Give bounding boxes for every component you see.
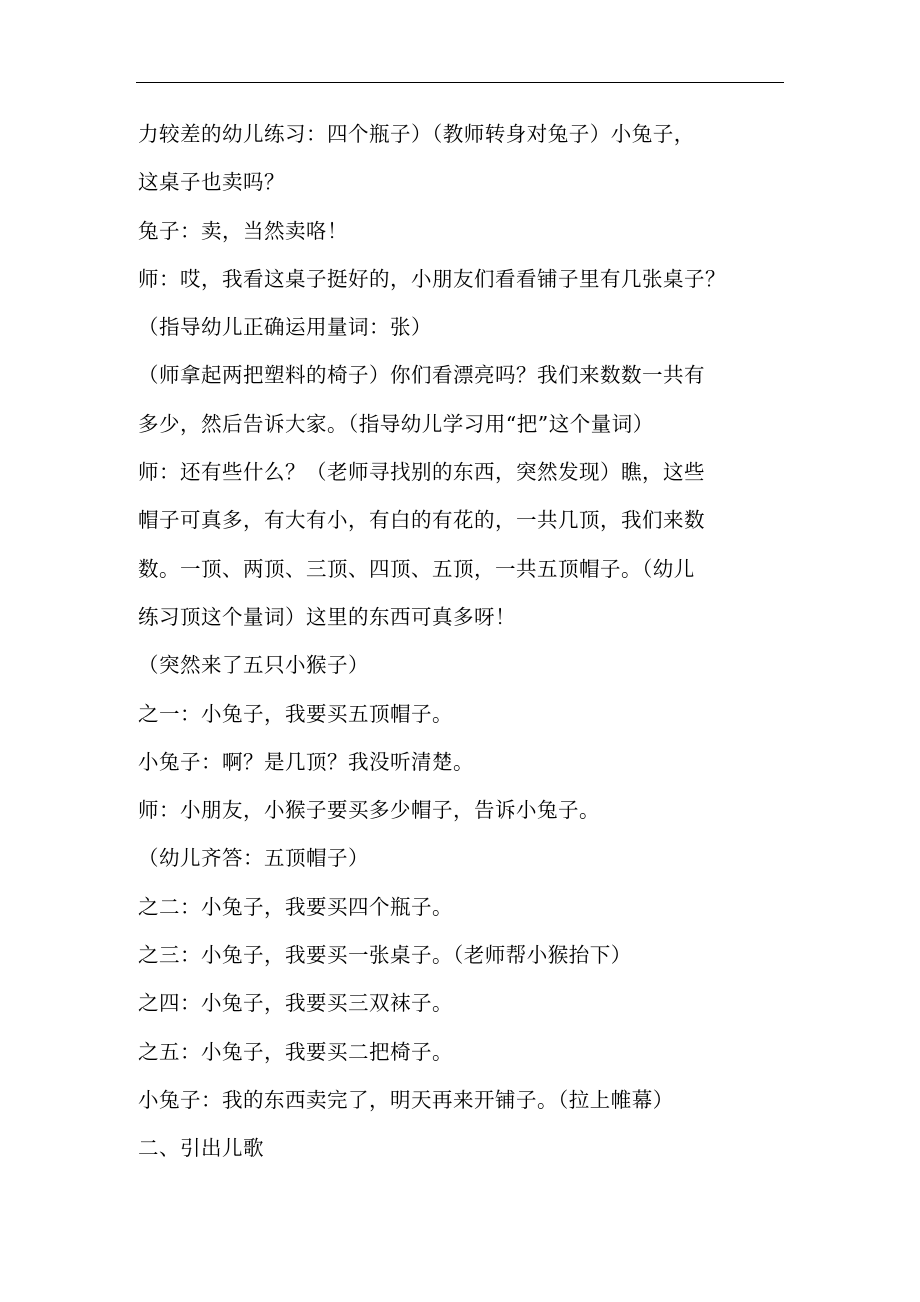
text-line: 数。一顶、两顶、三顶、四顶、五顶，一共五顶帽子。（幼儿	[138, 556, 695, 581]
text-line: 帽子可真多，有大有小，有白的有花的，一共几顶，我们来数	[138, 508, 705, 533]
text-line: 多少，然后告诉大家。（指导幼儿学习用“把”这个量词）	[138, 411, 654, 436]
text-line: 师：哎，我看这桌子挺好的，小朋友们看看铺子里有几张桌子？	[138, 266, 726, 291]
text-line: （指导幼儿正确运用量词：张）	[138, 315, 432, 340]
header-rule	[136, 82, 784, 83]
text-line: 力较差的幼儿练习：四个瓶子）（教师转身对兔子）小兔子，	[138, 122, 695, 146]
text-line: 小兔子：啊？是几顶？我没听清楚。	[138, 749, 474, 774]
text-line: 之二：小兔子，我要买四个瓶子。	[138, 894, 453, 919]
text-line: 师：还有些什么？（老师寻找别的东西，突然发现）瞧，这些	[138, 460, 705, 485]
text-line: 之一：小兔子，我要买五顶帽子。	[138, 701, 453, 726]
text-line: 兔子：卖，当然卖咯！	[138, 218, 348, 243]
text-line: （师拿起两把塑料的椅子）你们看漂亮吗？我们来数数一共有	[138, 363, 705, 388]
text-line: （幼儿齐答：五顶帽子）	[138, 846, 369, 871]
text-line: （突然来了五只小猴子）	[138, 653, 369, 678]
text-line: 之三：小兔子，我要买一张桌子。（老师帮小猴抬下）	[138, 943, 632, 968]
text-line: 小兔子：我的东西卖完了，明天再来开铺子。（拉上帷幕）	[138, 1087, 674, 1112]
text-line: 练习顶这个量词）这里的东西可真多呀！	[138, 604, 516, 629]
section-heading: 二、引出儿歌	[138, 1136, 264, 1161]
text-line: 之四：小兔子，我要买三双袜子。	[138, 991, 453, 1016]
text-line: 这桌子也卖吗？	[138, 170, 285, 195]
text-line: 之五：小兔子，我要买二把椅子。	[138, 1039, 453, 1064]
text-line: 师：小朋友，小猴子要买多少帽子，告诉小兔子。	[138, 798, 600, 823]
document-body	[138, 110, 798, 1173]
